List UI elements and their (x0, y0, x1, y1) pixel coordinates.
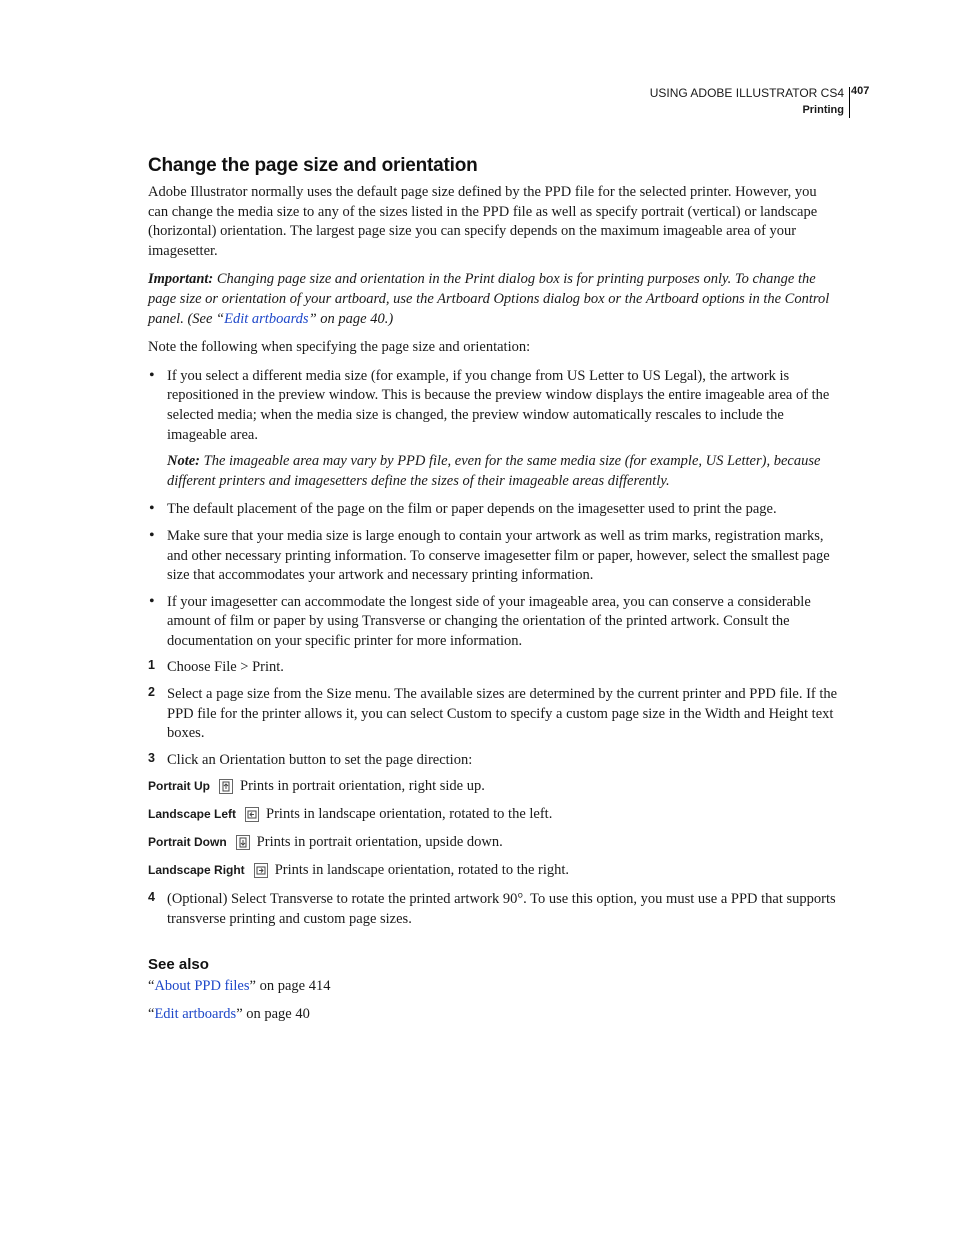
step-text: Select a page size from the Size menu. The available sizes are determined by the current printer and PPD file. If the PPD file for the printer allows it, you can select Custom to specify a custom page size in the Width and Height text boxes. (167, 686, 838, 742)
orientation-row (148, 828, 840, 856)
orientation-label: Portrait Up (148, 779, 211, 794)
important-label: Important: (148, 271, 214, 288)
orientation-row (148, 800, 840, 828)
orientation-desc: Prints in portrait orientation, upside down. (256, 833, 503, 850)
step-item (148, 658, 840, 678)
list-item: • Make sure that your media size is large enough to contain your artwork as well as trim marks, registration marks, and other necessary printing information. To conserve imagesetter film or paper, however, select the smallest page size that accommodates your artwork and necessary printing information. (148, 527, 840, 586)
edit-artboards-link[interactable]: Edit artboards (154, 1006, 237, 1023)
running-header (650, 85, 844, 119)
list-item: • The default placement of the page on the film or paper depends on the imagesetter used to print the page. (148, 500, 840, 520)
bullet-text: If your imagesetter can accommodate the longest side of your imageable area, you can conserve a considerable amount of film or paper by using Transverse or changing the orientation of the printed artwork. Consult the documentation on your specific printer for more information. (167, 593, 811, 649)
orientation-row (148, 856, 840, 884)
important-after: ” on page 40.) (308, 310, 394, 327)
note-text: The imageable area may vary by PPD file, even for the same media size (for example, US Letter), because different printers and imagesetters define the sizes of their imageable areas differently. (167, 453, 821, 489)
step-number: 1 (148, 658, 155, 673)
about-ppd-files-link[interactable]: About PPD files (154, 977, 250, 994)
list-item: • If your imagesetter can accommodate the longest side of your imageable area, you can conserve a considerable amount of film or paper by using Transverse or changing the orientation of the printed artwork. Consult the documentation on your specific printer for more information. (148, 593, 840, 652)
portrait-down-icon (236, 835, 250, 850)
orientation-label: Landscape Right (148, 863, 245, 878)
step-text: Click an Orientation button to set the page direction: (167, 751, 473, 768)
list-item: • If you select a different media size (for example, if you change from US Letter to US Legal), the artwork is repositioned in the preview window. This is because the preview window displays the entire imageable area of the selected media; when the media size is changed, the preview window automatically rescales to include the imageable area. (148, 367, 840, 445)
book-title: USING ADOBE ILLUSTRATOR CS4 (649, 86, 844, 100)
portrait-up-icon (219, 779, 233, 794)
landscape-left-icon (245, 807, 259, 822)
bullet-note (148, 452, 840, 491)
step-number: 3 (148, 750, 155, 765)
step-item (148, 751, 840, 771)
page-title: Change the page size and orientation (148, 155, 478, 176)
orientation-label: Landscape Left (148, 807, 237, 822)
landscape-right-icon (254, 863, 268, 878)
step-item (148, 685, 840, 744)
note-label: Note: (167, 453, 201, 470)
step-item (148, 890, 840, 929)
see-also-item: “About PPD files” on page 414 (148, 977, 331, 994)
intro-paragraph: Adobe Illustrator normally uses the default page size defined by the PPD file for the selected printer. However, you can change the media size to any of the sizes listed in the PPD file as well as specify portrait (vertical) or landscape (horizontal) orientation. The largest page size you can specify depends on the maximum imageable area of your imagesetter. (148, 184, 818, 259)
orientation-row (148, 772, 840, 800)
page-number: 407 (851, 85, 870, 97)
edit-artboards-link[interactable]: Edit artboards (224, 310, 309, 327)
orientation-desc: Prints in portrait orientation, right side up. (240, 777, 485, 794)
bullet-text: Make sure that your media size is large enough to contain your artwork as well as trim marks, registration marks, and other necessary printing information. To conserve imagesetter film or paper, however, select the smallest page size that accommodates your artwork and necessary printing information. (167, 527, 830, 584)
important-note (148, 270, 840, 329)
orientation-desc: Prints in landscape orientation, rotated to the left. (266, 805, 553, 822)
section-name: Printing (802, 104, 844, 116)
orientation-desc: Prints in landscape orientation, rotated to the right. (274, 861, 570, 878)
note-intro: Note the following when specifying the page size and orientation: (148, 339, 531, 356)
step-number: 2 (148, 685, 155, 700)
orientation-label: Portrait Down (148, 835, 227, 850)
main-content (148, 155, 840, 1034)
see-also-list (148, 977, 840, 1025)
step-text: (Optional) Select Transverse to rotate the printed artwork 90°. To use this option, you must use a PPD that supports transverse printing and custom page sizes. (167, 891, 836, 928)
bullet-text: The default placement of the page on the film or paper depends on the imagesetter used to print the page. (167, 501, 777, 518)
important-text: Changing page size and orientation in the Print dialog box is for printing purposes only. To change the page size or orientation of your artboard, use the Artboard Options dialog box or the Artboard options in the Control panel. (See “ (148, 271, 830, 327)
step-number: 4 (148, 890, 155, 905)
header-rule (849, 87, 850, 118)
see-also-heading: See also (148, 955, 209, 973)
bullet-text: If you select a different media size (for example, if you change from US Letter to US Legal), the artwork is repositioned in the preview window. This is because the preview window displays the entire imageable area of the selected media; when the media size is changed, the preview window automatically rescales to include the imageable area. (167, 367, 830, 443)
step-text: Choose File > Print. (167, 659, 284, 676)
see-also-item: “Edit artboards” on page 40 (148, 1006, 310, 1023)
